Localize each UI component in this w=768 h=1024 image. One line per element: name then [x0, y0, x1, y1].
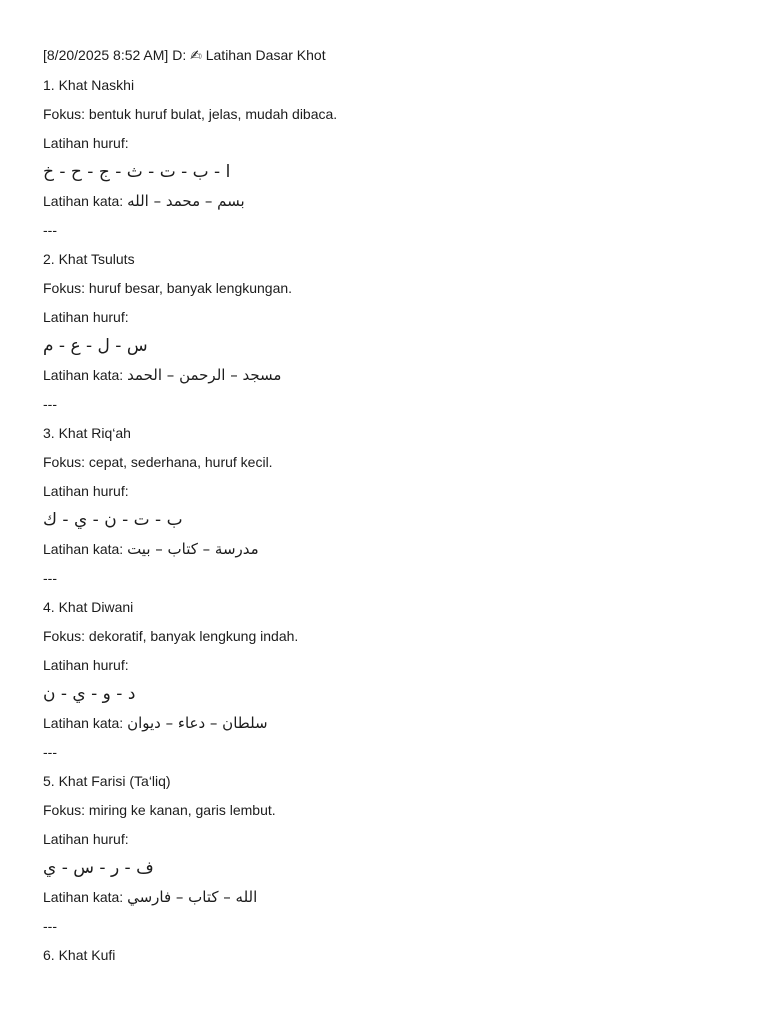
fokus-text: Fokus: cepat, sederhana, huruf kecil.: [43, 454, 273, 470]
section-title: 6. Khat Kufi: [43, 947, 116, 963]
huruf-label: Latihan huruf:: [43, 309, 129, 325]
kata-label: Latihan kata:: [43, 367, 124, 383]
section-title: 1. Khat Naskhi: [43, 77, 135, 93]
section-title: 4. Khat Diwani: [43, 599, 134, 615]
writing-hand-icon: ✍: [190, 48, 202, 64]
kata-line: [43, 889, 728, 905]
document-header: [43, 47, 728, 64]
kata-label: Latihan kata:: [43, 193, 124, 209]
kata-line: [43, 367, 728, 383]
separator: ---: [43, 222, 57, 238]
separator: ---: [43, 744, 57, 760]
kata-line: [43, 715, 728, 731]
kata-label: Latihan kata:: [43, 889, 124, 905]
header-timestamp-sender: [8/20/2025 8:52 AM] D:: [43, 47, 187, 63]
kata-line: [43, 193, 728, 209]
huruf-label: Latihan huruf:: [43, 135, 129, 151]
separator: ---: [43, 396, 57, 412]
arabic-letters: س - ل - ع - م: [43, 336, 148, 356]
arabic-words: مسجد – الرحمن – الحمد: [127, 366, 282, 384]
kata-label: Latihan kata:: [43, 715, 124, 731]
huruf-label: Latihan huruf:: [43, 657, 129, 673]
section-title: 2. Khat Tsuluts: [43, 251, 135, 267]
separator: ---: [43, 918, 57, 934]
arabic-letters: ف - ر - س - ي: [43, 858, 154, 878]
arabic-words: بسم – محمد – الله: [127, 192, 245, 210]
fokus-text: Fokus: bentuk huruf bulat, jelas, mudah dibaca.: [43, 106, 338, 122]
arabic-words: الله – كتاب – فارسي: [127, 888, 258, 906]
kata-label: Latihan kata:: [43, 541, 124, 557]
huruf-label: Latihan huruf:: [43, 831, 129, 847]
fokus-text: Fokus: dekoratif, banyak lengkung indah.: [43, 628, 299, 644]
section-title: 3. Khat Riq‘ah: [43, 425, 131, 441]
section-title: 5. Khat Farisi (Ta‘liq): [43, 773, 171, 789]
arabic-words: مدرسة – كتاب – بيت: [127, 540, 259, 558]
arabic-letters: ا - ب - ت - ث - ج - ح - خ: [43, 162, 231, 182]
arabic-words: سلطان – دعاء – ديوان: [127, 714, 268, 732]
document-title: Latihan Dasar Khot: [205, 47, 326, 63]
kata-line: [43, 541, 728, 557]
huruf-label: Latihan huruf:: [43, 483, 129, 499]
arabic-letters: ب - ت - ن - ي - ك: [43, 510, 183, 530]
fokus-text: Fokus: huruf besar, banyak lengkungan.: [43, 280, 293, 296]
fokus-text: Fokus: miring ke kanan, garis lembut.: [43, 802, 276, 818]
arabic-letters: د - و - ي - ن: [43, 684, 136, 704]
separator: ---: [43, 570, 57, 586]
